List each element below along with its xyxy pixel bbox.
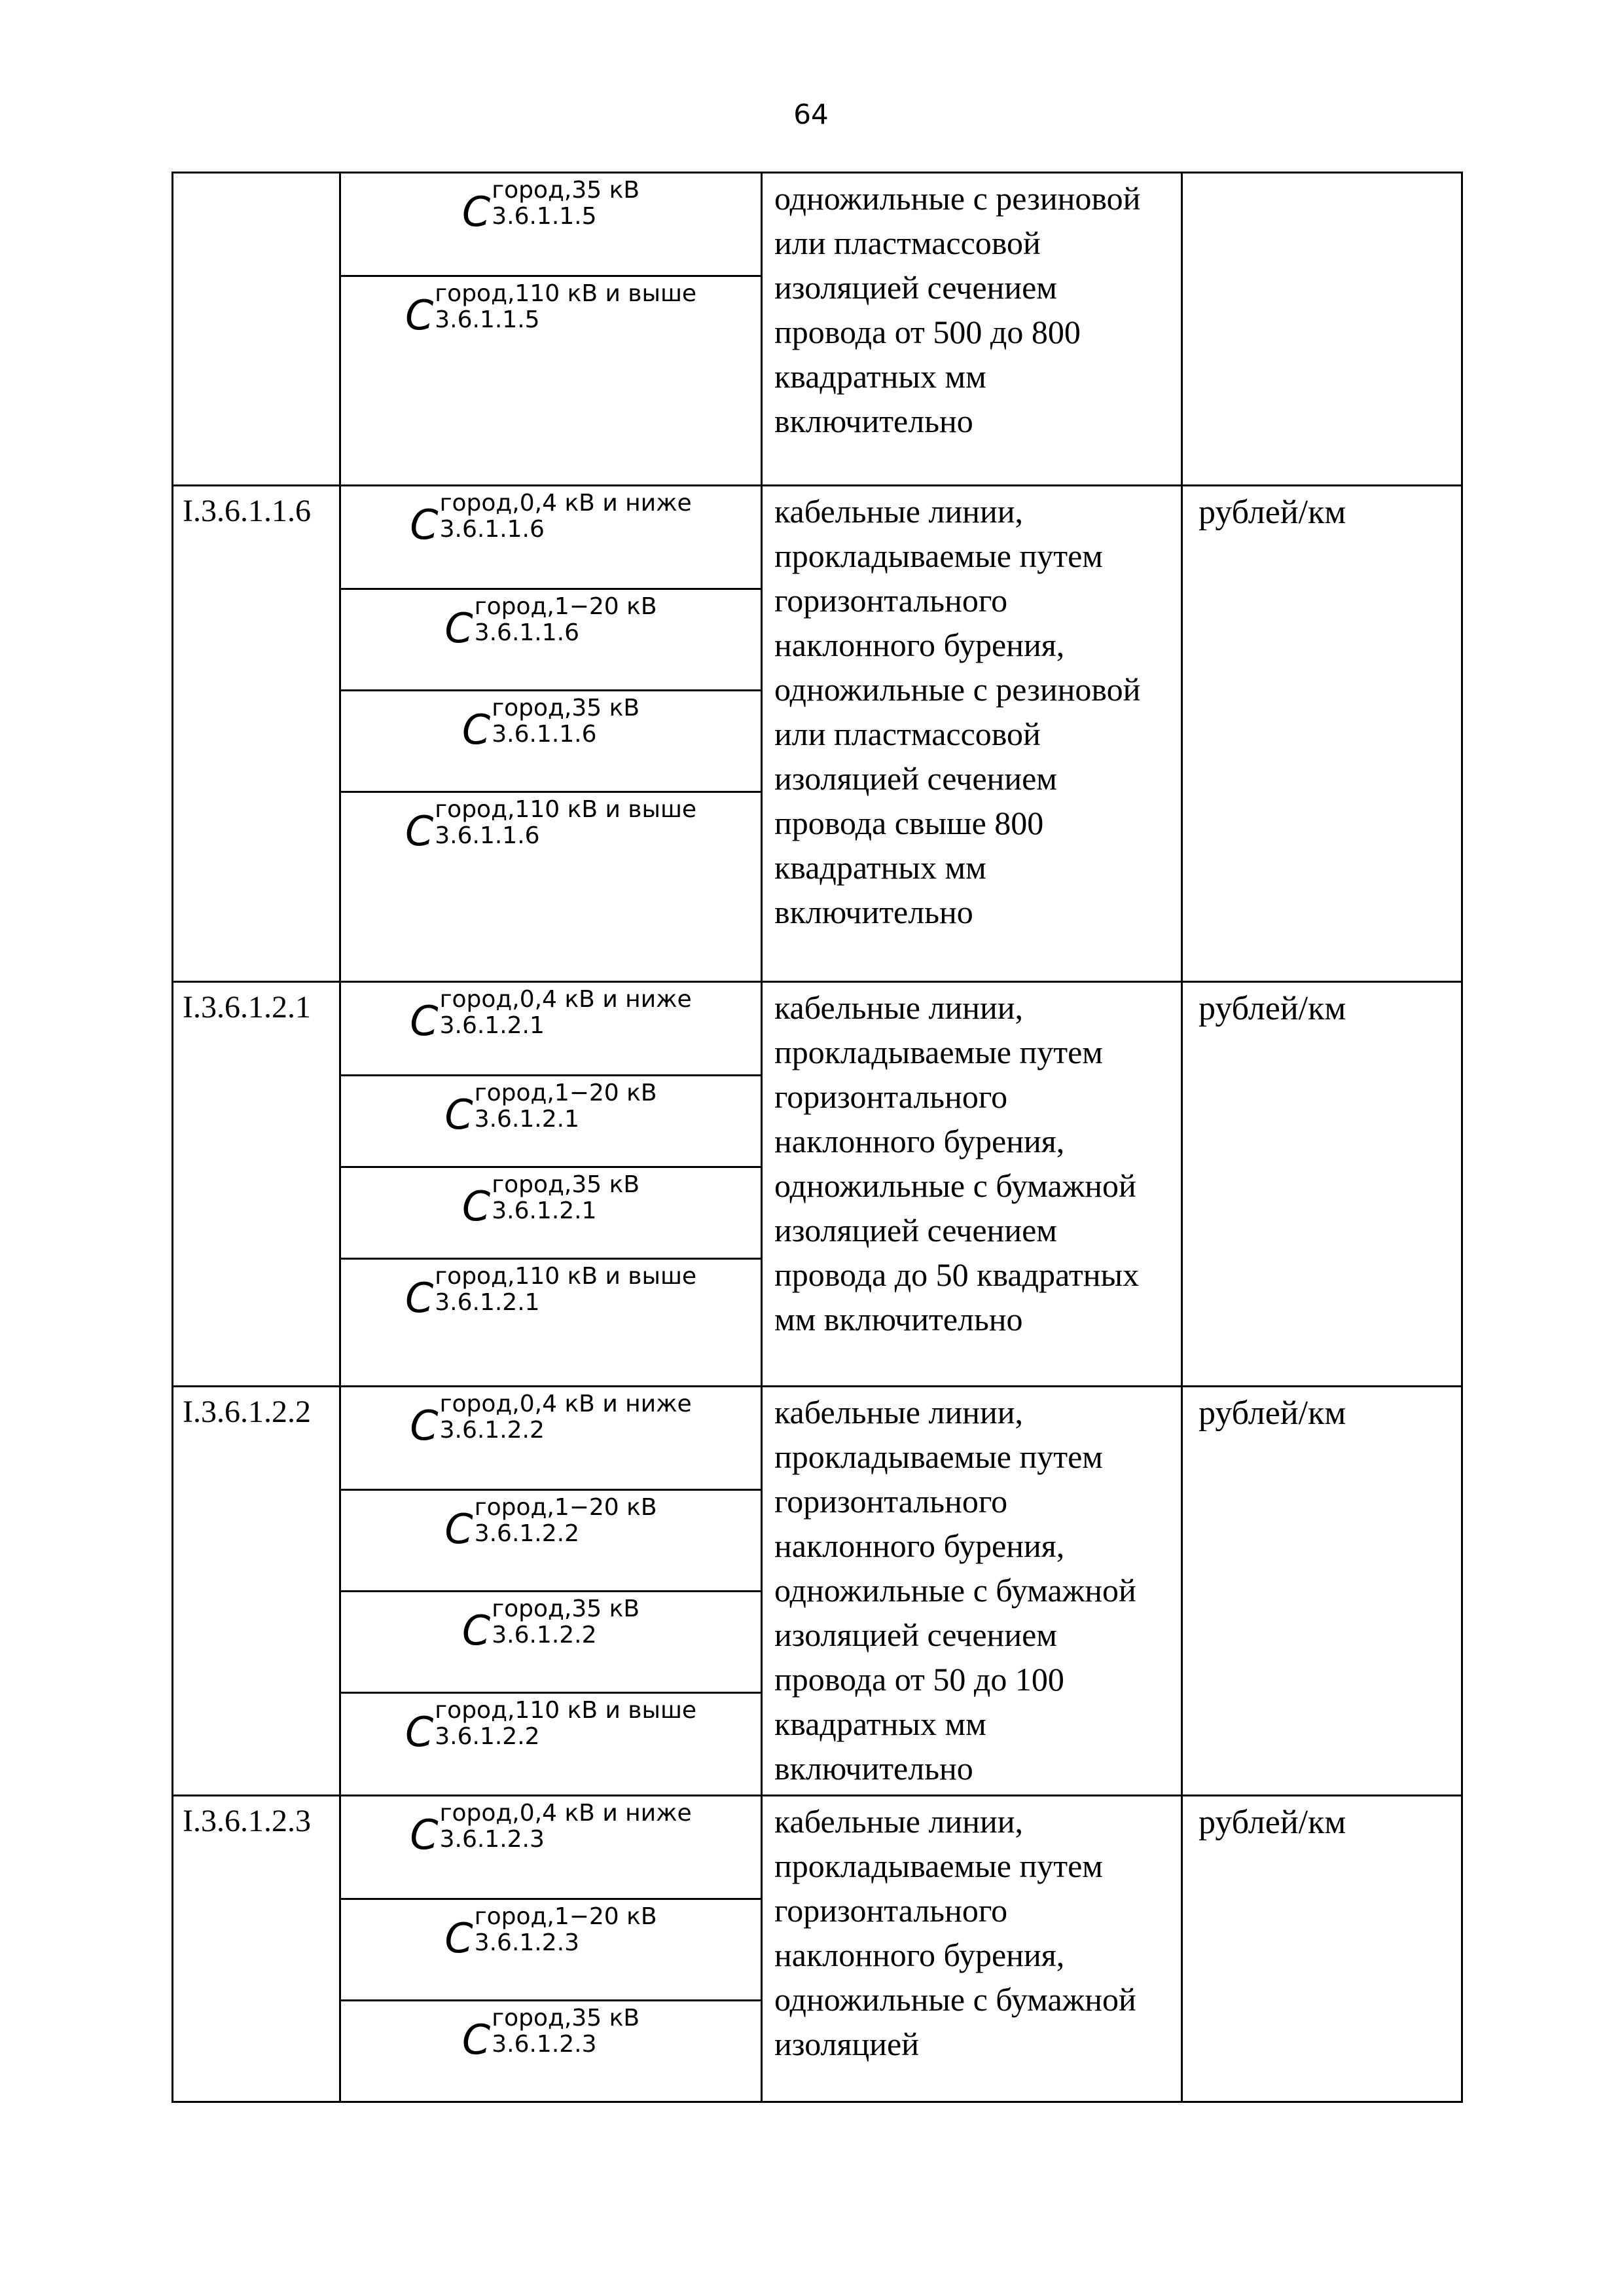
- row-description: кабельные линии, прокладываемые путем горизонтального наклонного бурения, одножильные с бумажной изоляцией: [774, 1803, 1136, 2062]
- table-body: [173, 173, 1462, 2102]
- formula-superscript: город,35 кВ: [492, 1595, 640, 1622]
- formula-superscript: город,1−20 кВ: [474, 1080, 657, 1106]
- formula-subscript: 3.6.1.1.5: [435, 306, 540, 333]
- formula-superscript: город,110 кВ и выше: [435, 1263, 697, 1290]
- row-unit: [1183, 173, 1461, 180]
- formula-subscript: 3.6.1.2.2: [439, 1417, 545, 1444]
- row-code: I.3.6.1.2.3: [183, 1804, 311, 1838]
- formula-subcell: [341, 1166, 761, 1258]
- row-description: кабельные линии, прокладываемые путем горизонтального наклонного бурения, одножильные с бумажной изоляцией сечением провода до 50 квадратных мм включительно: [774, 989, 1140, 1338]
- formula-letter: C: [461, 1182, 491, 1230]
- formula-subcell: [341, 588, 761, 689]
- row-code: I.3.6.1.1.6: [183, 494, 311, 528]
- formula-subcell: [341, 173, 761, 275]
- formula-subcell: [341, 1258, 761, 1385]
- formula-superscript: город,110 кВ и выше: [435, 1697, 697, 1724]
- table-row: [173, 1796, 1462, 2102]
- formula-letter: C: [405, 807, 434, 855]
- cost-formula: [462, 1596, 640, 1692]
- table-row: [173, 1387, 1462, 1796]
- formula-subcell: [341, 791, 761, 981]
- formula-subcell: [341, 1692, 761, 1793]
- row-unit: рублей/км: [1198, 1804, 1346, 1841]
- formula-subscript: 3.6.1.1.6: [474, 619, 579, 646]
- row-description: одножильные с резиновой или пластмассовой изоляцией сечением провода от 500 до 800 квадратных мм включительно: [774, 180, 1141, 439]
- formula-cell: [340, 1387, 762, 1796]
- formula-superscript: город,35 кВ: [492, 1171, 640, 1198]
- formula-subcell: [341, 1074, 761, 1166]
- formula-subscript: 3.6.1.2.1: [492, 1197, 597, 1224]
- cost-formula: [444, 1080, 657, 1166]
- row-unit: рублей/км: [1198, 494, 1346, 531]
- formula-cell: [340, 982, 762, 1387]
- unit-cell: [1182, 1796, 1462, 2102]
- unit-cell: [1182, 982, 1462, 1387]
- formula-superscript: город,1−20 кВ: [474, 1494, 657, 1521]
- formula-superscript: город,1−20 кВ: [474, 593, 657, 620]
- code-cell: [173, 173, 340, 486]
- unit-cell: [1182, 1387, 1462, 1796]
- cost-formula: [410, 1800, 691, 1898]
- cost-formula: [405, 1698, 696, 1793]
- formula-subscript: 3.6.1.2.1: [474, 1106, 579, 1133]
- description-cell: [762, 1387, 1182, 1796]
- code-cell: [173, 982, 340, 1387]
- formula-subscript: 3.6.1.2.3: [492, 2031, 597, 2058]
- formula-subcell: [341, 689, 761, 791]
- formula-superscript: город,110 кВ и выше: [435, 280, 697, 307]
- description-cell: [762, 486, 1182, 982]
- cost-formula: [410, 490, 691, 588]
- formula-list: [341, 173, 761, 484]
- formula-subscript: 3.6.1.2.3: [439, 1826, 545, 1853]
- formula-cell: [340, 1796, 762, 2102]
- description-cell: [762, 173, 1182, 486]
- cost-formula: [462, 177, 640, 275]
- formula-subscript: 3.6.1.2.2: [492, 1622, 597, 1649]
- formula-subcell: [341, 983, 761, 1074]
- formula-letter: C: [461, 706, 491, 754]
- table-row: [173, 173, 1462, 486]
- formula-superscript: город,1−20 кВ: [474, 1903, 657, 1930]
- formula-subcell: [341, 1590, 761, 1692]
- formula-list: [341, 983, 761, 1385]
- formula-subcell: [341, 486, 761, 588]
- formula-superscript: город,35 кВ: [492, 177, 640, 204]
- formula-cell: [340, 173, 762, 486]
- cost-formula: [444, 1904, 657, 1999]
- formula-letter: C: [405, 1274, 434, 1322]
- cost-formula: [410, 987, 691, 1074]
- formula-letter: C: [410, 997, 439, 1045]
- cost-formula: [462, 695, 640, 791]
- row-unit: рублей/км: [1198, 1394, 1346, 1432]
- row-code: I.3.6.1.2.1: [183, 990, 311, 1025]
- formula-letter: C: [461, 1607, 491, 1654]
- formula-cell: [340, 486, 762, 982]
- description-cell: [762, 982, 1182, 1387]
- formula-subscript: 3.6.1.1.6: [435, 822, 540, 849]
- formula-letter: C: [410, 1811, 439, 1859]
- formula-letter: C: [461, 2016, 491, 2064]
- row-code: [173, 173, 339, 180]
- cost-formula: [410, 1391, 691, 1489]
- formula-superscript: город,0,4 кВ и ниже: [439, 986, 692, 1013]
- cost-formula: [405, 281, 696, 484]
- formula-letter: C: [444, 1505, 473, 1553]
- formula-subcell: [341, 1387, 761, 1489]
- description-cell: [762, 1796, 1182, 2102]
- row-description: кабельные линии, прокладываемые путем горизонтального наклонного бурения, одножильные с резиновой или пластмассовой изоляцией сечением провода свыше 800 квадратных мм включительно: [774, 493, 1141, 930]
- formula-superscript: город,0,4 кВ и ниже: [439, 1800, 692, 1827]
- formula-superscript: город,110 кВ и выше: [435, 796, 697, 823]
- formula-superscript: город,0,4 кВ и ниже: [439, 1391, 692, 1417]
- formula-letter: C: [461, 188, 491, 236]
- formula-subcell: [341, 1489, 761, 1590]
- formula-subscript: 3.6.1.1.5: [492, 203, 597, 230]
- formula-subcell: [341, 1898, 761, 1999]
- formula-superscript: город,35 кВ: [492, 695, 640, 721]
- code-cell: [173, 1796, 340, 2102]
- formula-subcell: [341, 275, 761, 484]
- cost-formula: [444, 594, 657, 689]
- cost-formula: [405, 797, 696, 981]
- formula-subscript: 3.6.1.2.2: [435, 1723, 540, 1750]
- formula-letter: C: [444, 1914, 473, 1962]
- formula-letter: C: [405, 1708, 434, 1756]
- row-code: I.3.6.1.2.2: [183, 1394, 311, 1429]
- formula-list: [341, 1796, 761, 2101]
- formula-subscript: 3.6.1.2.1: [439, 1012, 545, 1039]
- formula-list: [341, 1387, 761, 1793]
- table-row: [173, 982, 1462, 1387]
- formula-subscript: 3.6.1.1.6: [439, 516, 545, 543]
- tariff-table: [171, 172, 1463, 2103]
- formula-superscript: город,0,4 кВ и ниже: [439, 490, 692, 517]
- table-row: [173, 486, 1462, 982]
- formula-subscript: 3.6.1.2.3: [474, 1929, 579, 1956]
- unit-cell: [1182, 486, 1462, 982]
- formula-letter: C: [444, 604, 473, 652]
- formula-subscript: 3.6.1.1.6: [492, 721, 597, 748]
- page-number: 64: [793, 98, 829, 130]
- code-cell: [173, 1387, 340, 1796]
- formula-letter: C: [405, 291, 434, 339]
- code-cell: [173, 486, 340, 982]
- formula-subscript: 3.6.1.2.1: [435, 1289, 540, 1316]
- formula-subscript: 3.6.1.2.2: [474, 1520, 579, 1547]
- formula-letter: C: [444, 1091, 473, 1139]
- formula-subcell: [341, 1796, 761, 1898]
- formula-letter: C: [410, 1402, 439, 1449]
- formula-superscript: город,35 кВ: [492, 2005, 640, 2032]
- row-unit: рублей/км: [1198, 990, 1346, 1027]
- cost-formula: [462, 2005, 640, 2101]
- formula-subcell: [341, 1999, 761, 2101]
- cost-formula: [405, 1264, 696, 1385]
- cost-formula: [462, 1172, 640, 1258]
- row-description: кабельные линии, прокладываемые путем горизонтального наклонного бурения, одножильные с бумажной изоляцией сечением провода от 50 до 100 квадратных мм включительно: [774, 1394, 1136, 1787]
- cost-formula: [444, 1495, 657, 1590]
- unit-cell: [1182, 173, 1462, 486]
- formula-letter: C: [410, 501, 439, 549]
- formula-list: [341, 486, 761, 981]
